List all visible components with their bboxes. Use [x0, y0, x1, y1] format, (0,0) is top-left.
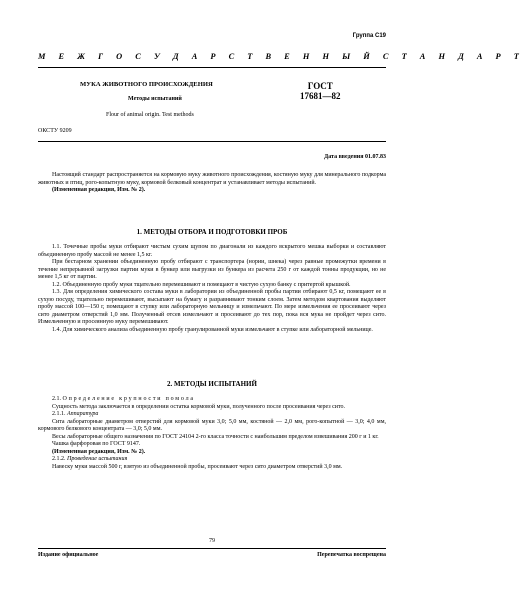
group-code: Группа С19 — [352, 33, 386, 39]
subsection-2-1-1-number: 2.1.1. — [52, 411, 66, 417]
paragraph-1-4: 1.4. Для химического анализа объединенную пробу гранулированной муки измельчают в ступке или лабораторной мельнице. — [52, 326, 373, 333]
subsection-2-1-1-title: Аппаратура — [67, 411, 99, 417]
section-2-body — [38, 396, 386, 471]
subsection-2-1-title: Определение крупности помола — [62, 396, 195, 402]
paragraph-1-3: 1.3. Для определения химического состава муки в лаборатории из объединенной пробы партии отбирают 0,5 кг, помещают ее в сухую посуду, тщательно перемешивают, высыпают на бумагу и разравнивают тонким слоем. Затем методом квартования выделяют пробу массой 100—150 г, помещают в ступку или лабораторную мельницу и измельчают. По мере измельчения ее просеивают через сито диаметром отверстий 1,0 мм. Полученный отсев измельчают и просеивают до тех пор, пока вся мука не пройдет через сито. Измельченную и просеянную муку перемешивают. — [38, 289, 386, 325]
document-title: МУКА ЖИВОТНОГО ПРОИСХОЖДЕНИЯ — [80, 81, 213, 88]
paragraph-2-1: Сущность метода заключается в определении остатка кормовой муки, полученного после просеивания через сито. — [52, 403, 346, 410]
subsection-2-1-number: 2.1. — [52, 396, 61, 402]
paragraph-1-1: 1.1. Точечные пробы муки отбирают чистым сухим щупом по диагонали из каждого вскрытого мешка выборки и составляют объединенную пробу массой не менее 1,5 кг. — [38, 244, 386, 258]
subsection-2-1-2 — [38, 456, 386, 464]
section-1-heading: 1. МЕТОДЫ ОТБОРА И ПОДГОТОВКИ ПРОБ — [136, 228, 288, 236]
subsection-2-1-2-number: 2.1.2. — [52, 456, 66, 462]
paragraph-1-1-bulk: При бестарном хранении объединенную пробу отбирают с транспортера (нории, шнека) через равные промежутки времени в течение непрерывной загрузки партии муки в бункер или выгрузки из бункера из расчета 250 г от каждой тонны продукции, но не менее 1,5 кг от партии. — [38, 259, 386, 280]
english-title: Flour of animal origin. Test methods — [106, 112, 194, 118]
gost-designation — [300, 81, 341, 101]
footer-rule — [38, 548, 386, 549]
subsection-2-1 — [38, 396, 386, 404]
section-2-heading: 2. МЕТОДЫ ИСПЫТАНИЙ — [167, 380, 257, 388]
okstu-code: ОКСТУ 9209 — [38, 128, 72, 134]
gost-label: ГОСТ — [307, 81, 333, 91]
paragraph-test-procedure: Навеску муки массой 500 г, взятую из объединенной пробы, просеивают через сито диаметром отверстий 3,0 мм. — [52, 463, 343, 470]
paragraph-dish: Чашка фарфоровая по ГОСТ 9147. — [52, 441, 141, 447]
section-2-revision-note: (Измененная редакция, Изм. № 2). — [52, 448, 146, 455]
subsection-2-1-1 — [38, 411, 386, 419]
date-introduced: Дата введения 01.07.83 — [324, 154, 386, 160]
page-number: 79 — [209, 538, 215, 544]
document-subtitle: Методы испытаний — [128, 96, 182, 102]
okstu-rule — [38, 141, 386, 142]
paragraph-1-2: 1.2. Объединенную пробу муки тщательно перемешивают и помещают в чистую сухую банку с притертой крышкой. — [52, 281, 351, 288]
intro-revision-note: (Измененная редакция, Изм. № 2). — [52, 187, 146, 193]
subsection-2-1-2-title: Проведение испытания — [67, 456, 128, 462]
intro-text — [38, 172, 386, 195]
paragraph-sieves: Сита лабораторные диаметром отверстий для кормовой муки 3,0; 5,0 мм, костяной — 2,0 мм, рого-копытной — 3,0; 4,0 мм, кормового белкового концентрата — 3,0; 5,0 мм. — [38, 418, 386, 432]
section-1-body — [38, 244, 386, 334]
top-rule — [38, 67, 386, 68]
reprint-prohibited-note: Перепечатка воспрещена — [317, 552, 386, 558]
intro-paragraph: Настоящий стандарт распространяется на кормовую муку животного происхождения, костяную муку для минерального подкорма животных и птиц, рого-копытную муку, кормовой белковый концентрат и устанавливает методы испытаний. — [38, 172, 386, 186]
paragraph-scales: Весы лабораторные общего назначения по ГОСТ 24104 2-го класса точности с наибольшим пределом взвешивания 200 г и 1 кг. — [52, 433, 379, 440]
standard-type-banner: М Е Ж Г О С У Д А Р С Т В Е Н Н Ы Й С Т А Н Д А Р Т — [38, 52, 524, 61]
official-edition-note: Издание официальное — [38, 552, 99, 558]
gost-number: 17681—82 — [300, 91, 341, 101]
